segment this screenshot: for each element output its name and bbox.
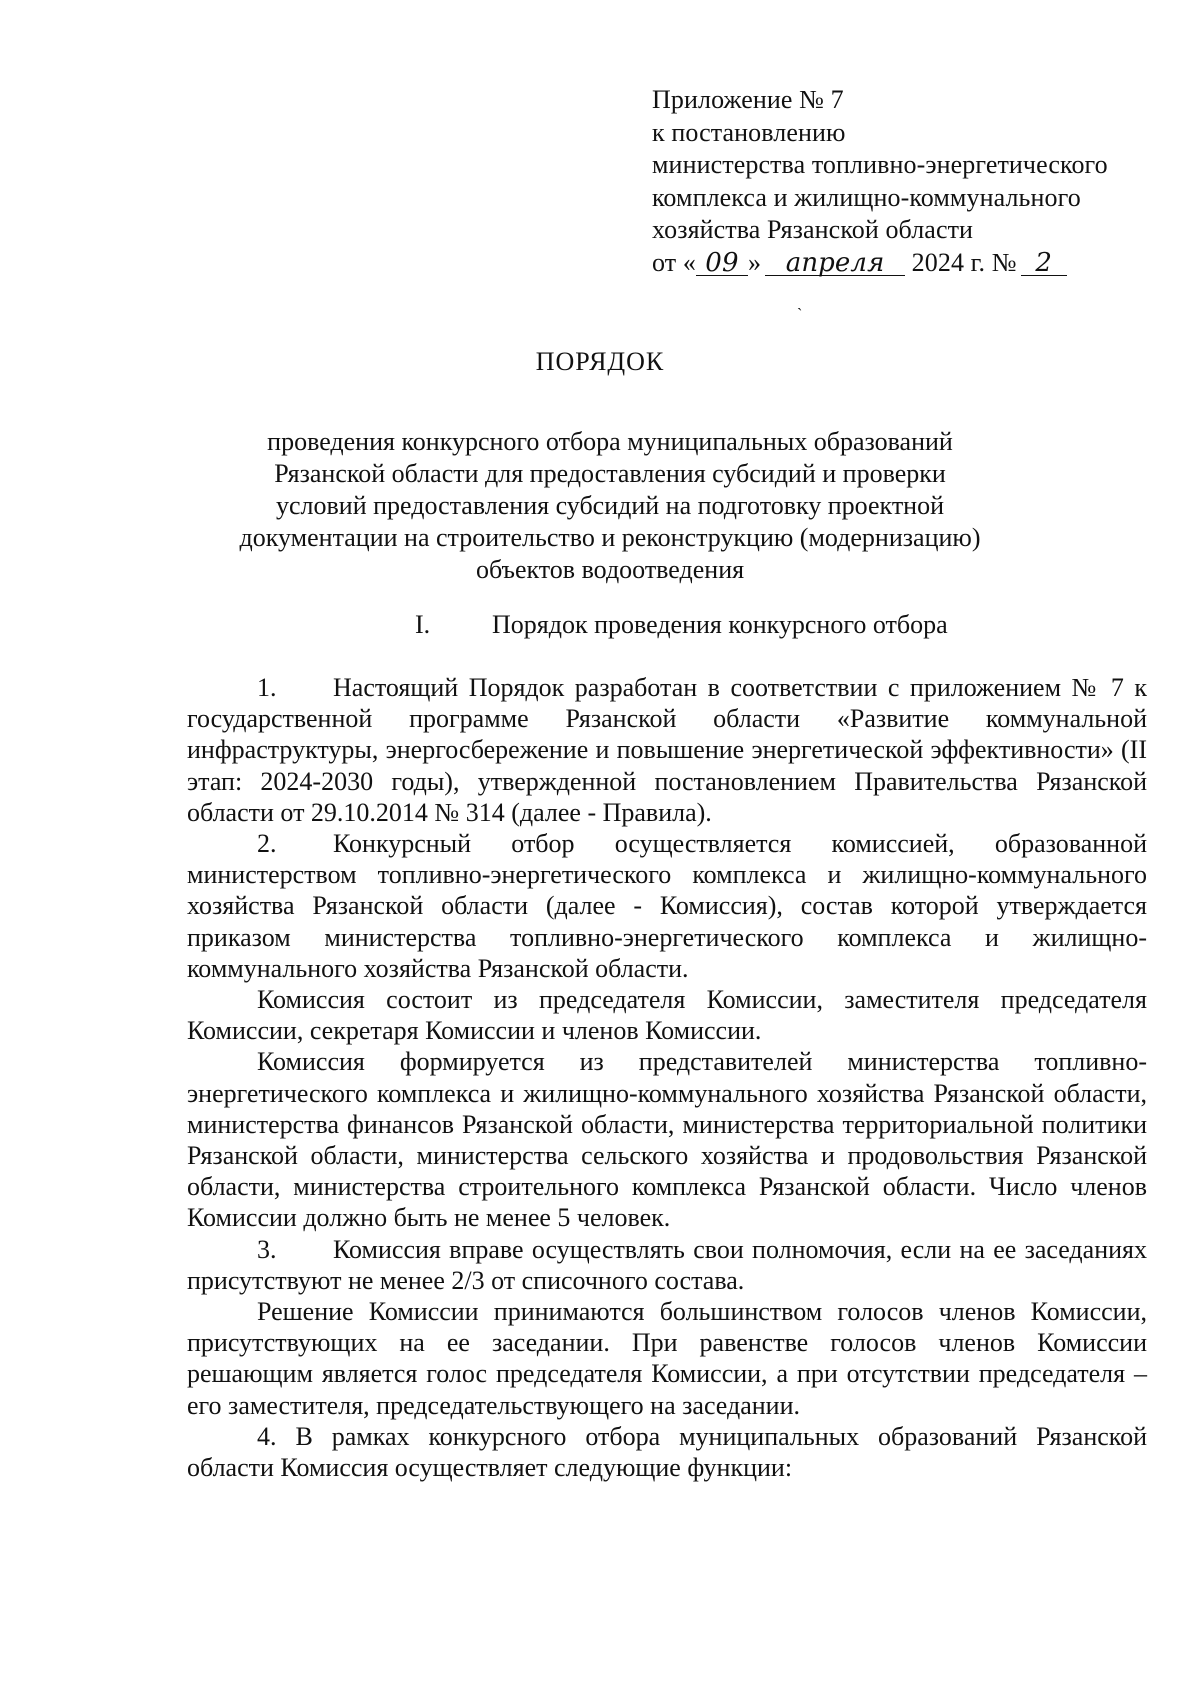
paragraph-5 — [187, 1234, 1147, 1296]
paragraph-2 — [187, 828, 1147, 984]
paragraph-4: Комиссия формируется из представителей министерства топливно-энергетического комплекса и жилищно-коммунального хозяйства Рязанской области, министерства финансов Рязанской области, министерства территориальной политики Рязанской области, министерства сельского хозяйства и продовольствия Рязанской области, министерства строительного комплекса Рязанской области. Число членов Комиссии должно быть не менее 5 человек. — [187, 1047, 1147, 1233]
number-label: № — [991, 247, 1017, 277]
paragraph-1-text: Настоящий Порядок разработан в соответствии с приложением № 7 к государственной программе Рязанской области «Развитие коммунальной инфраструктуры, энергосбережение и повышение энергетической эффективности» (II этап: 2024-2030 годы), утвержденной постановлением Правительства Рязанской области от 29.10.2014 № 314 (далее - Правила). — [187, 673, 1147, 827]
document-number-handwritten: 2 — [1021, 251, 1067, 276]
paragraph-2-text: Конкурсный отбор осуществляется комиссией, образованной министерством топливно-энергетического комплекса и жилищно-коммунального хозяйства Рязанской области (далее - Комиссия), состав которой утверждается приказом министерства топливно-энергетического комплекса и жилищно-коммунального хозяйства Рязанской области. — [187, 829, 1147, 983]
section-title: Порядок проведения конкурсного отбора — [492, 610, 948, 639]
annex-line-3: министерства топливно-энергетического — [652, 150, 1108, 179]
date-prefix: от — [652, 247, 677, 277]
annex-line-1: Приложение № 7 — [652, 85, 844, 114]
annex-line-2: к постановлению — [652, 117, 846, 147]
document-subtitle: проведения конкурсного отбора муниципальных образований Рязанской области для предоставления субсидий и проверки условий предоставления субсидий на подготовку проектной документации на строительство и реконструкцию (модернизацию) объектов водоотведения — [239, 427, 981, 584]
paragraph-5-number: 3. — [257, 1234, 277, 1264]
annex-line-5: хозяйства Рязанской области — [652, 215, 974, 244]
annex-header — [652, 84, 1172, 279]
document-title: ПОРЯДОК — [535, 347, 665, 376]
paragraph-6: Решение Комиссии принимаются большинством голосов членов Комиссии, присутствующих на ее заседании. При равенстве голосов членов Комиссии решающим является голос председателя Комиссии, а при отсутствии председателя – его заместителя, председательствующего на заседании. — [187, 1297, 1147, 1420]
annex-date-line — [652, 247, 1172, 280]
section-number: I. — [415, 610, 431, 639]
annex-line-4: комплекса и жилищно-коммунального — [652, 182, 1081, 212]
date-close-quote: » — [747, 247, 762, 277]
date-year: 2024 г. — [911, 247, 986, 277]
paragraph-3: Комиссия состоит из председателя Комиссии, заместителя председателя Комиссии, секретаря Комиссии и членов Комиссии. — [187, 985, 1147, 1046]
section-heading — [415, 610, 948, 640]
document-body — [187, 672, 1147, 1483]
paragraph-1-number: 1. — [257, 673, 277, 702]
paragraph-5-text: Комиссия вправе осуществлять свои полномочия, если на ее заседаниях присутствуют не менее 2/3 от списочного состава. — [187, 1234, 1147, 1295]
date-open-quote: « — [682, 247, 696, 277]
paragraph-1 — [187, 672, 1147, 828]
paragraph-2-number: 2. — [257, 829, 277, 859]
date-day-handwritten: 09 — [696, 251, 748, 276]
date-month-handwritten: апреля — [765, 251, 905, 276]
ink-mark: ˏ — [797, 294, 803, 311]
paragraph-7: 4. В рамках конкурсного отбора муниципальных образований Рязанской области Комиссия осуществляет следующие функции: — [187, 1421, 1147, 1483]
